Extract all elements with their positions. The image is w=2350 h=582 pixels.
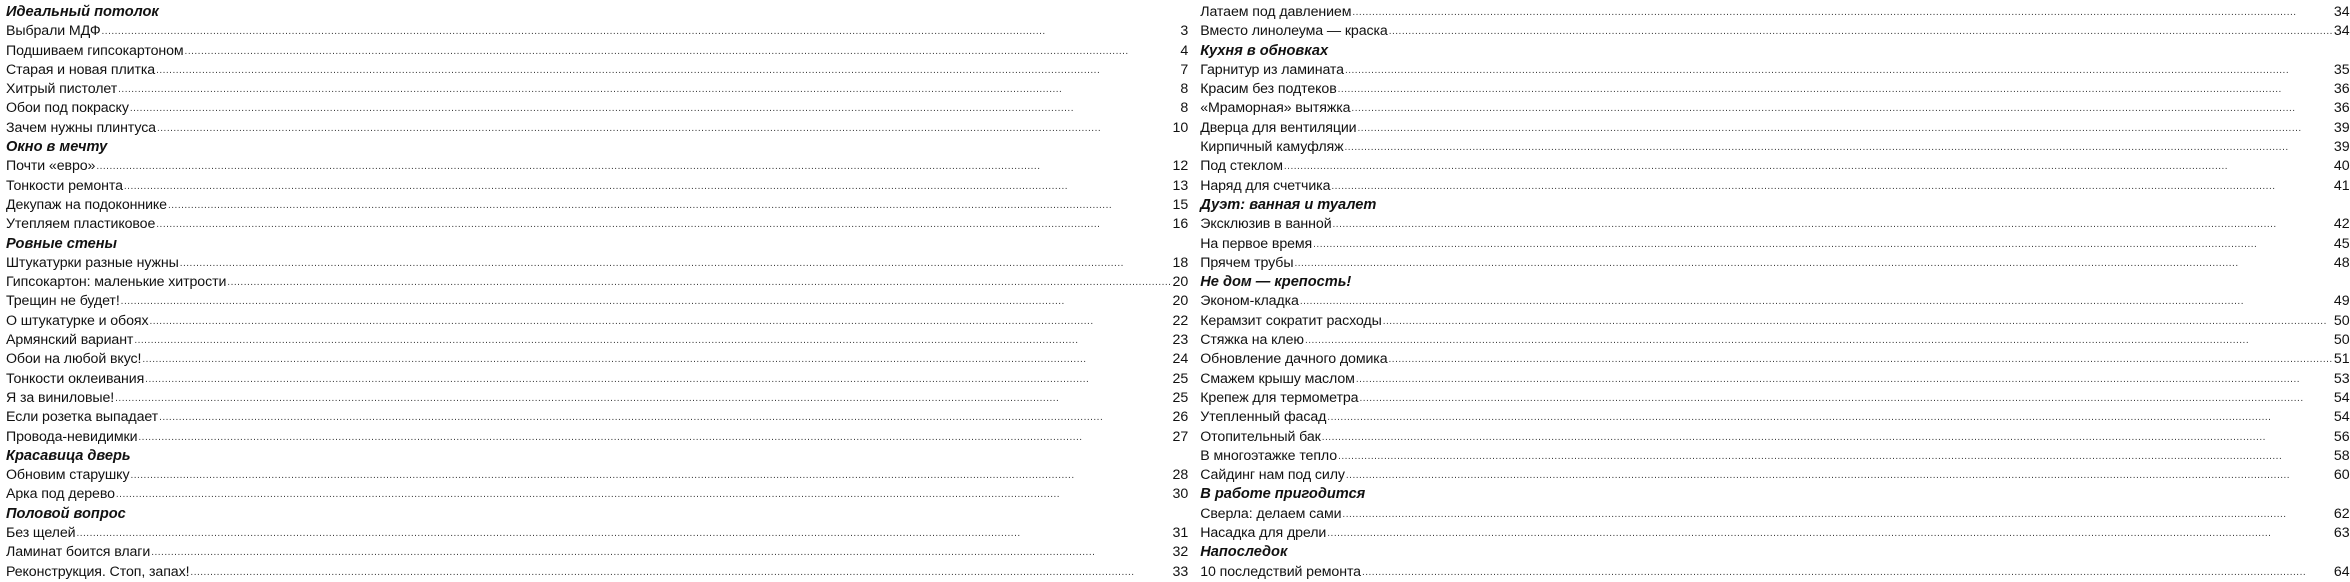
toc-entry — [6, 543, 1188, 562]
entry-title: Крепеж для термометра — [1200, 389, 1359, 406]
entry-title: Латаем под давлением — [1200, 4, 1352, 20]
dot-leader — [1342, 505, 2332, 524]
dot-leader — [1294, 254, 2332, 273]
entry-page-number: 25 — [1172, 370, 1189, 387]
entry-title: В многоэтажке тепло — [1200, 447, 1338, 464]
entry-title: Сайдинг нам под силу — [1200, 467, 1345, 484]
section-heading: Окно в мечту — [6, 139, 108, 156]
entry-page-number: 35 — [2333, 61, 2350, 78]
entry-page-number: 25 — [1172, 389, 1189, 406]
entry-page-number: 15 — [1172, 196, 1189, 213]
section-heading: Не дом — крепость! — [1200, 274, 1352, 291]
dot-leader — [76, 524, 1171, 543]
dot-leader — [1322, 428, 2333, 447]
entry-page-number: 3 — [1180, 23, 1189, 40]
entry-page-number: 41 — [2333, 177, 2350, 194]
entry-title: Тонкости ремонта — [6, 177, 123, 194]
dot-leader — [185, 42, 1180, 61]
toc-entry — [1200, 331, 2349, 350]
toc-entry — [6, 563, 1188, 582]
entry-title: Обои под покраску — [6, 100, 129, 117]
entry-page-number: 20 — [1172, 293, 1189, 310]
toc-entry — [1200, 119, 2349, 138]
dot-leader — [1313, 235, 2333, 254]
toc-entry — [6, 370, 1188, 389]
toc-entry — [6, 99, 1188, 118]
toc-entry — [6, 331, 1188, 350]
dot-leader — [227, 273, 1171, 292]
entry-title: Зачем нужны плинтуса — [6, 119, 156, 136]
toc-entry — [6, 389, 1188, 408]
entry-title: Реконструкция. Стоп, запах! — [6, 563, 190, 580]
entry-page-number: 60 — [2333, 467, 2350, 484]
toc-entry — [1200, 389, 2349, 408]
dot-leader — [1300, 292, 2333, 311]
entry-page-number: 54 — [2333, 389, 2350, 406]
entry-page-number: 39 — [2333, 119, 2350, 136]
entry-page-number: 32 — [1172, 544, 1189, 561]
entry-page-number: 34 — [2333, 4, 2350, 20]
entry-title: Эконом-кладка — [1200, 293, 1299, 310]
dot-leader — [138, 428, 1171, 447]
entry-title: Обои на любой вкус! — [6, 351, 142, 368]
entry-page-number: 51 — [2333, 351, 2350, 368]
toc-entry — [6, 466, 1188, 485]
entry-page-number: 8 — [1180, 81, 1189, 98]
entry-page-number: 54 — [2333, 409, 2350, 426]
toc-entry — [1200, 524, 2349, 543]
entry-page-number: 22 — [1172, 312, 1189, 329]
entry-title: Гипсокартон: маленькие хитрости — [6, 274, 227, 291]
entry-title: Насадка для дрели — [1200, 525, 1327, 542]
entry-page-number: 45 — [2333, 235, 2350, 252]
entry-title: Тонкости оклеивания — [6, 370, 145, 387]
entry-title: О штукатурке и обоях — [6, 312, 149, 329]
toc-entry — [1200, 563, 2349, 582]
dot-leader — [1351, 99, 2332, 118]
toc-entry — [1200, 80, 2349, 99]
dot-leader — [1389, 350, 2333, 369]
entry-title: Хитрый пистолет — [6, 81, 118, 98]
toc-entry — [6, 157, 1188, 176]
entry-page-number: 23 — [1172, 332, 1189, 349]
entry-page-number: 33 — [1172, 563, 1189, 580]
toc-entry — [1200, 350, 2349, 369]
entry-title: Прячем трубы — [1200, 254, 1294, 271]
toc-entry — [1200, 370, 2349, 389]
toc-entry — [6, 61, 1188, 80]
entry-page-number: 50 — [2333, 312, 2350, 329]
entry-title: Красим без подтеков — [1200, 81, 1337, 98]
dot-leader — [1359, 389, 2332, 408]
toc-entry — [6, 524, 1188, 543]
dot-leader — [151, 543, 1171, 562]
dot-leader — [168, 196, 1171, 215]
entry-title: Почти «евро» — [6, 158, 96, 175]
entry-page-number: 63 — [2333, 525, 2350, 542]
entry-title: Если розетка выпадает — [6, 409, 159, 426]
entry-page-number: 30 — [1172, 486, 1189, 503]
toc-entry — [6, 428, 1188, 447]
toc-entry — [1200, 505, 2349, 524]
entry-title: Отопительный бак — [1200, 428, 1321, 445]
entry-page-number: 49 — [2333, 293, 2350, 310]
entry-title: Сверла: делаем сами — [1200, 505, 1342, 522]
toc-entry — [1200, 466, 2349, 485]
entry-page-number: 13 — [1172, 177, 1189, 194]
toc-entry — [6, 312, 1188, 331]
dot-leader — [149, 312, 1171, 331]
toc-entry — [6, 80, 1188, 99]
entry-title: Обновление дачного домика — [1200, 351, 1388, 368]
dot-leader — [1345, 61, 2333, 80]
toc-entry — [6, 177, 1188, 196]
dot-leader — [1338, 447, 2333, 466]
section-heading: В работе пригодится — [1200, 486, 1366, 503]
dot-leader — [1352, 3, 2333, 22]
dot-leader — [145, 370, 1171, 389]
entry-page-number: 58 — [2333, 447, 2350, 464]
entry-title: Гарнитур из ламината — [1200, 61, 1344, 78]
entry-title: Выбрали МДФ — [6, 23, 101, 40]
section-heading: Дуэт: ванная и туалет — [1200, 196, 1377, 213]
entry-title: 10 последствий ремонта — [1200, 563, 1361, 580]
entry-title: Кирпичный камуфляж — [1200, 139, 1344, 156]
entry-page-number: 12 — [1172, 158, 1189, 175]
entry-title: Обновим старушку — [6, 467, 130, 484]
toc-entry — [1200, 177, 2349, 196]
entry-page-number: 42 — [2333, 216, 2350, 233]
toc-entry — [6, 22, 1188, 41]
dot-leader — [1383, 312, 2333, 331]
dot-leader — [1356, 370, 2333, 389]
entry-title: Трещин не будет! — [6, 293, 120, 310]
entry-page-number: 36 — [2333, 81, 2350, 98]
section-heading: Кухня в обновках — [1200, 42, 1329, 59]
entry-title: Утепляем пластиковое — [6, 216, 156, 233]
dot-leader — [1333, 215, 2333, 234]
toc-entry — [1200, 254, 2349, 273]
toc-entry — [1200, 157, 2349, 176]
entry-page-number: 40 — [2333, 158, 2350, 175]
toc-entry — [6, 196, 1188, 215]
dot-leader — [1284, 157, 2333, 176]
dot-leader — [1362, 563, 2333, 582]
dot-leader — [1346, 466, 2333, 485]
entry-page-number: 56 — [2333, 428, 2350, 445]
dot-leader — [156, 61, 1179, 80]
dot-leader — [1305, 331, 2333, 350]
toc-entry — [6, 408, 1188, 427]
entry-page-number: 24 — [1172, 351, 1189, 368]
dot-leader — [115, 389, 1171, 408]
toc-column-right — [1200, 3, 2350, 580]
dot-leader — [142, 350, 1171, 369]
section-heading: Ровные стены — [6, 235, 118, 252]
toc-entry — [1200, 138, 2349, 157]
dot-leader — [190, 563, 1171, 582]
entry-title: Керамзит сократит расходы — [1200, 312, 1382, 329]
toc-entry — [1200, 235, 2349, 254]
entry-page-number: 53 — [2333, 370, 2350, 387]
entry-title: Декупаж на подоконнике — [6, 196, 167, 213]
entry-title: Смажем крышу маслом — [1200, 370, 1355, 387]
toc-column-left — [6, 3, 1189, 580]
section-heading: Идеальный потолок — [6, 4, 159, 20]
dot-leader — [124, 177, 1172, 196]
toc-entry — [6, 215, 1188, 234]
dot-leader — [159, 408, 1171, 427]
dot-leader — [1358, 119, 2333, 138]
dot-leader — [1389, 22, 2333, 41]
entry-title: Подшиваем гипсокартоном — [6, 42, 184, 59]
entry-page-number: 31 — [1172, 525, 1189, 542]
entry-title: Я за виниловые! — [6, 389, 115, 406]
dot-leader — [1338, 80, 2333, 99]
dot-leader — [1327, 408, 2333, 427]
dot-leader — [116, 485, 1172, 504]
toc-entry — [1200, 447, 2349, 466]
toc-entry — [1200, 22, 2349, 41]
entry-title: Эксклюзив в ванной — [1200, 216, 1332, 233]
entry-page-number: 4 — [1180, 42, 1189, 59]
dot-leader — [130, 99, 1180, 118]
toc-entry — [6, 485, 1188, 504]
entry-page-number: 10 — [1172, 119, 1189, 136]
dot-leader — [156, 215, 1171, 234]
dot-leader — [121, 292, 1172, 311]
toc-entry — [6, 292, 1188, 311]
dot-leader — [180, 254, 1172, 273]
dot-leader — [1344, 138, 2332, 157]
entry-title: На первое время — [1200, 235, 1313, 252]
toc-entry — [1200, 292, 2349, 311]
toc-entry — [6, 254, 1188, 273]
entry-page-number: 16 — [1172, 216, 1189, 233]
toc-entry — [1200, 408, 2349, 427]
entry-title: Ламинат боится влаги — [6, 544, 151, 561]
entry-title: Стяжка на клею — [1200, 332, 1304, 349]
entry-title: Наряд для счетчика — [1200, 177, 1331, 194]
entry-page-number: 64 — [2333, 563, 2350, 580]
toc-entry — [1200, 3, 2349, 22]
entry-title: Без щелей — [6, 525, 76, 542]
entry-title: Под стеклом — [1200, 158, 1283, 175]
entry-title: Провода-невидимки — [6, 428, 138, 445]
section-heading: Красавица дверь — [6, 447, 131, 464]
entry-title: Арка под дерево — [6, 486, 115, 503]
section-heading: Половой вопрос — [6, 505, 126, 522]
entry-title: Утепленный фасад — [1200, 409, 1327, 426]
entry-title: Дверца для вентиляции — [1200, 119, 1357, 136]
entry-page-number: 26 — [1172, 409, 1189, 426]
entry-page-number: 39 — [2333, 139, 2350, 156]
toc-entry — [1200, 428, 2349, 447]
toc-entry — [6, 350, 1188, 369]
entry-page-number: 62 — [2333, 505, 2350, 522]
dot-leader — [1331, 177, 2333, 196]
entry-page-number: 20 — [1172, 274, 1189, 291]
entry-page-number: 48 — [2333, 254, 2350, 271]
dot-leader — [96, 157, 1171, 176]
dot-leader — [102, 22, 1180, 41]
toc-entry — [1200, 99, 2349, 118]
toc-entry — [6, 273, 1188, 292]
toc-entry — [1200, 215, 2349, 234]
entry-page-number: 8 — [1180, 100, 1189, 117]
entry-title: «Мраморная» вытяжка — [1200, 100, 1351, 117]
entry-page-number: 34 — [2333, 23, 2350, 40]
toc-entry — [6, 119, 1188, 138]
toc-entry — [6, 42, 1188, 61]
entry-page-number: 18 — [1172, 254, 1189, 271]
entry-page-number: 50 — [2333, 332, 2350, 349]
entry-title: Штукатурки разные нужны — [6, 254, 179, 271]
dot-leader — [118, 80, 1179, 99]
entry-page-number: 36 — [2333, 100, 2350, 117]
entry-title: Армянский вариант — [6, 332, 134, 349]
entry-page-number: 27 — [1172, 428, 1189, 445]
toc-entry — [1200, 312, 2349, 331]
dot-leader — [157, 119, 1171, 138]
toc-entry — [1200, 61, 2349, 80]
section-heading: Напоследок — [1200, 544, 1288, 561]
dot-leader — [130, 466, 1171, 485]
entry-title: Старая и новая плитка — [6, 61, 156, 78]
dot-leader — [134, 331, 1171, 350]
dot-leader — [1327, 524, 2333, 543]
entry-page-number: 28 — [1172, 467, 1189, 484]
entry-title: Вместо линолеума — краска — [1200, 23, 1388, 40]
entry-page-number: 7 — [1180, 61, 1189, 78]
